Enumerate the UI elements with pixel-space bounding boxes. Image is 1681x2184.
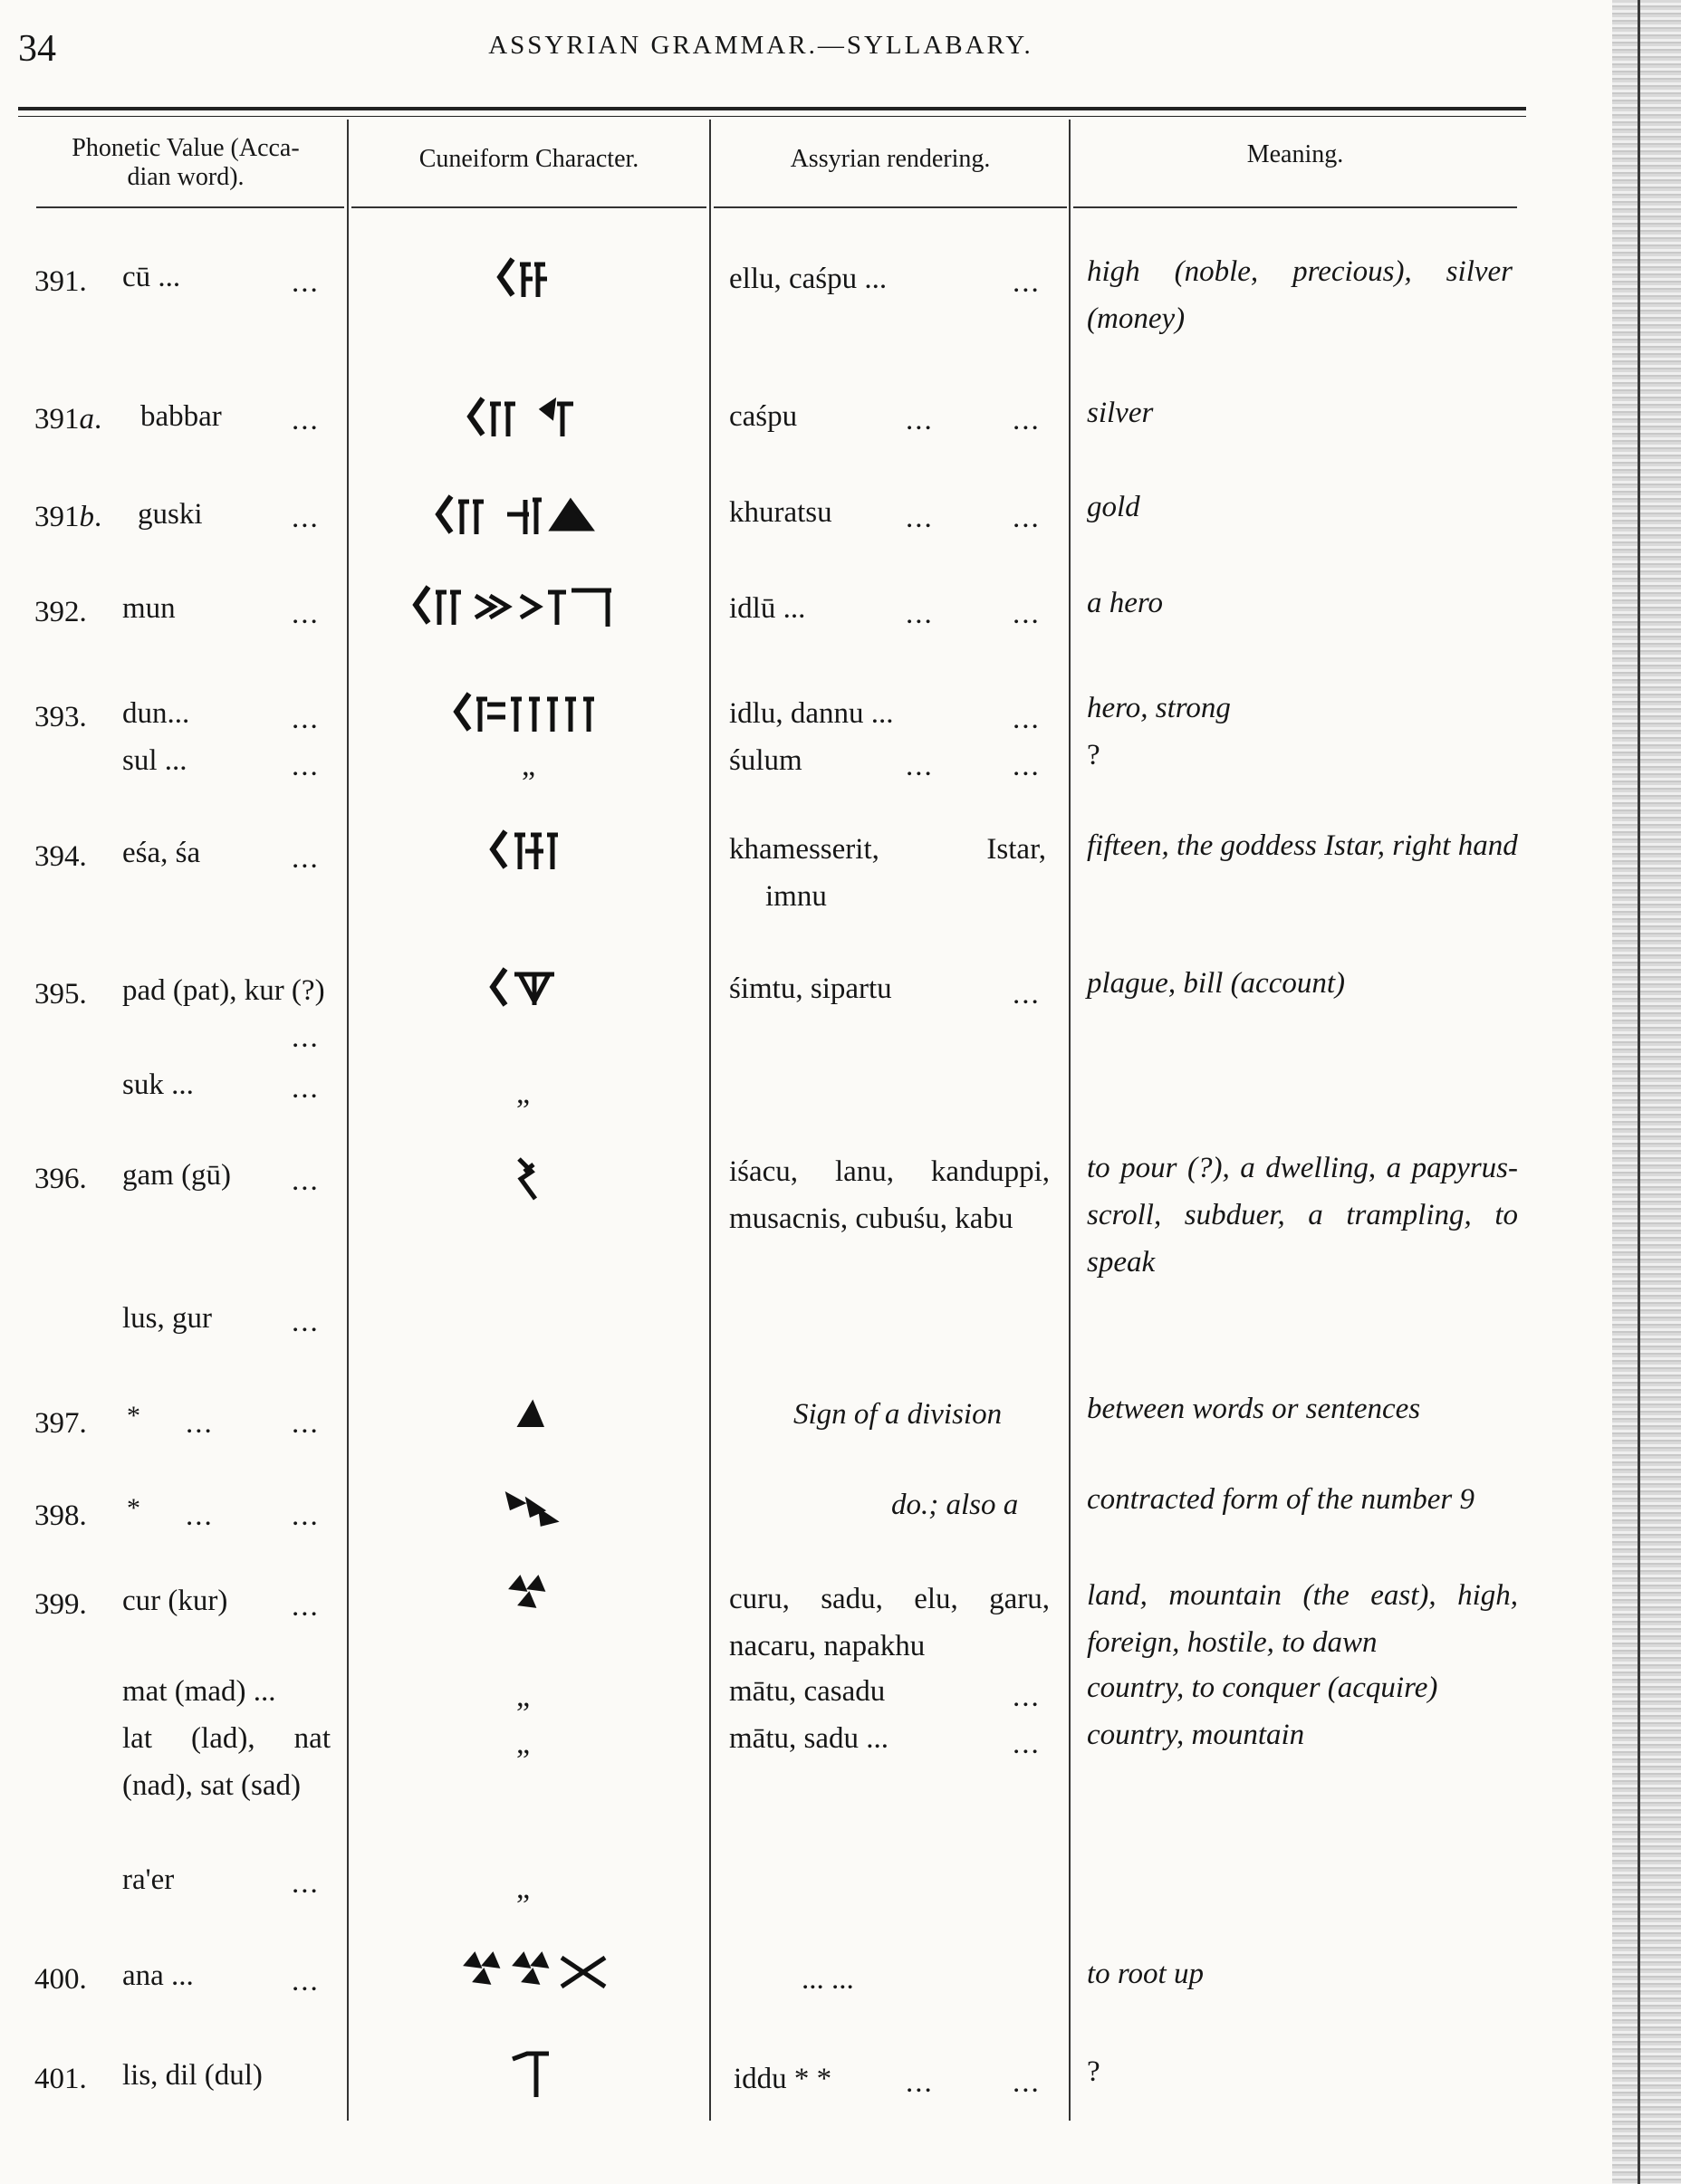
header-rule-thin xyxy=(18,116,1526,117)
entry-number: 398. xyxy=(34,1499,87,1532)
cuneiform-sign-icon xyxy=(514,1398,547,1434)
ditto-mark: „ xyxy=(516,1727,531,1760)
leader-dots: ... xyxy=(292,1407,320,1440)
meaning-text: plague, bill (account) xyxy=(1087,967,1346,1000)
column-header-phonetic: Phonetic Value (Acca- dian word). xyxy=(72,134,300,191)
phonetic-value: guski xyxy=(138,498,203,531)
meaning-text: hero, strong xyxy=(1087,692,1231,724)
leader-dots: ... xyxy=(1013,404,1041,436)
phonetic-value: cur (kur) xyxy=(122,1585,228,1617)
entry-number: 391a. xyxy=(34,403,102,436)
assyrian-rendering: iddu * * xyxy=(734,2063,832,2095)
entry-number: 401. xyxy=(34,2063,87,2095)
leader-dots: ... xyxy=(1013,266,1041,299)
column-header-assyrian: Assyrian rendering. xyxy=(790,145,991,173)
assyrian-rendering: caśpu xyxy=(729,400,798,433)
column-rule-phonetic xyxy=(36,206,344,208)
leader-dots: ... xyxy=(1013,598,1041,630)
assyrian-rendering: idlū ... xyxy=(729,592,806,625)
leader-dots: ... xyxy=(292,1306,320,1338)
column-rule-meaning xyxy=(1073,206,1517,208)
entry-number: 399. xyxy=(34,1588,87,1621)
ditto-mark: „ xyxy=(516,1680,531,1713)
cuneiform-sign-icon xyxy=(453,686,607,741)
phonetic-value: cū ... xyxy=(122,261,181,293)
meaning-text: gold xyxy=(1087,491,1140,523)
assyrian-rendering: mātu, sadu ... xyxy=(729,1722,889,1755)
leader-dots: ... xyxy=(1013,502,1041,534)
column-header-cuneiform: Cuneiform Character. xyxy=(418,145,639,173)
leader-dots: ... xyxy=(292,750,320,782)
phonetic-value: ra'er xyxy=(122,1863,175,1896)
assyrian-rendering: mātu, casadu xyxy=(729,1675,886,1708)
meaning-text: contracted form of the number 9 xyxy=(1087,1483,1475,1516)
meaning-text: ? xyxy=(1087,2055,1100,2088)
ditto-mark: „ xyxy=(516,1872,531,1905)
leader-dots: ... xyxy=(292,1590,320,1623)
cuneiform-sign-icon xyxy=(504,1485,562,1530)
phonetic-value: pad (pat), kur (?) xyxy=(122,974,325,1007)
entry-number: 392. xyxy=(34,596,87,628)
cuneiform-sign-icon xyxy=(496,252,560,306)
phonetic-value: gam (gū) xyxy=(122,1159,232,1192)
meaning-text: country, mountain xyxy=(1087,1719,1305,1751)
cuneiform-sign-icon xyxy=(435,489,625,543)
leader-dots: ... xyxy=(1013,703,1041,735)
entry-number: 395. xyxy=(34,978,87,1011)
leader-dots: ... xyxy=(186,1499,214,1532)
cuneiform-sign-icon xyxy=(460,1947,614,1997)
phonetic-value: lus, gur xyxy=(122,1302,212,1335)
phonetic-value: sul ... xyxy=(122,744,187,777)
page-edge-scan xyxy=(1612,0,1681,2184)
leader-dots: ... xyxy=(292,502,320,534)
phonetic-value: ana ... xyxy=(122,1959,194,1992)
assyrian-rendering: ellu, caśpu ... xyxy=(729,263,888,295)
leader-dots: ... xyxy=(292,1164,320,1197)
assyrian-rendering: śimtu, sipartu xyxy=(729,972,892,1005)
meaning-text: silver xyxy=(1087,397,1154,429)
meaning-text: to pour (?), a dwelling, a papyrus-scroll, subduer, a trampling, to speak xyxy=(1087,1152,1518,1279)
phonetic-value: * xyxy=(127,1401,140,1431)
column-rule-cuneiform xyxy=(351,206,706,208)
leader-dots: ... xyxy=(906,598,934,630)
meaning-text: land, mountain (the east), high, foreign, hostile, to dawn xyxy=(1087,1579,1518,1659)
header-rule-thick xyxy=(18,107,1526,110)
leader-dots: ... xyxy=(906,2066,934,2099)
entry-number: 391b. xyxy=(34,501,102,533)
leader-dots: ... xyxy=(292,1499,320,1532)
assyrian-rendering: Sign of a division xyxy=(793,1398,1003,1431)
leader-dots: ... xyxy=(292,1072,320,1105)
leader-dots: ... xyxy=(292,1867,320,1900)
assyrian-rendering: idlu, dannu ... xyxy=(729,697,894,730)
leader-dots: ... xyxy=(292,598,320,630)
leader-dots: ... xyxy=(292,703,320,735)
assyrian-rendering: śulum xyxy=(729,744,802,777)
cuneiform-sign-icon xyxy=(466,391,602,445)
cuneiform-sign-icon xyxy=(512,1152,548,1206)
phonetic-value: lis, dil (dul) xyxy=(122,2059,263,2092)
column-divider-1 xyxy=(347,120,349,2121)
leader-dots: ... xyxy=(906,750,934,782)
leader-dots: ... xyxy=(1013,750,1041,782)
column-divider-2 xyxy=(709,120,711,2121)
entry-number: 397. xyxy=(34,1407,87,1440)
phonetic-value: lat (lad), nat (nad), sat (sad) xyxy=(122,1722,331,1802)
ditto-mark: „ xyxy=(516,1077,531,1110)
assyrian-rendering: khamesserit, Istar, xyxy=(729,833,1046,866)
assyrian-rendering: iśacu, lanu, kanduppi, musacnis, cubuśu, kabu xyxy=(729,1155,1050,1235)
leader-dots: ... xyxy=(1013,978,1041,1011)
phonetic-value: suk ... xyxy=(122,1068,194,1101)
leader-dots: ... xyxy=(292,404,320,436)
column-header-meaning: Meaning. xyxy=(1246,140,1344,168)
phonetic-value: babbar xyxy=(140,400,222,433)
leader-dots: ... xyxy=(186,1407,214,1440)
leader-dots: ... xyxy=(1013,2066,1041,2099)
cuneiform-sign-icon xyxy=(489,824,571,880)
leader-dots: ... xyxy=(1013,1681,1041,1713)
cuneiform-sign-icon xyxy=(507,1572,558,1617)
leader-dots: ... xyxy=(292,842,320,875)
phonetic-value: mat (mad) ... xyxy=(122,1675,276,1708)
entry-number: 400. xyxy=(34,1963,87,1996)
meaning-text: to root up xyxy=(1087,1958,1204,1990)
column-divider-3 xyxy=(1069,120,1071,2121)
assyrian-rendering: khuratsu xyxy=(729,496,832,529)
running-title: ASSYRIAN GRAMMAR.—SYLLABARY. xyxy=(488,31,1033,60)
meaning-text: high (noble, precious), silver (money) xyxy=(1087,255,1513,335)
book-gutter-line xyxy=(1638,0,1640,2184)
phonetic-value: eśa, śa xyxy=(122,837,201,869)
leader-dots: ... xyxy=(292,1965,320,1997)
entry-number: 393. xyxy=(34,701,87,733)
assyrian-rendering: curu, sadu, elu, garu, nacaru, napakhu xyxy=(729,1583,1050,1662)
phonetic-value: * xyxy=(127,1493,140,1523)
leader-dots: ... xyxy=(906,502,934,534)
page-number: 34 xyxy=(18,28,56,70)
meaning-text: ? xyxy=(1087,739,1100,771)
phonetic-value: mun xyxy=(122,592,176,625)
meaning-text: fifteen, the goddess Istar, right hand xyxy=(1087,829,1518,862)
leader-dots: ... xyxy=(1013,1728,1041,1760)
leader-dots: ... xyxy=(292,1021,320,1054)
cuneiform-sign-icon xyxy=(489,962,571,1018)
leader-dots: ... xyxy=(906,404,934,436)
assyrian-rendering: ... ... xyxy=(802,1963,854,1996)
assyrian-rendering-cont: imnu xyxy=(765,880,827,913)
meaning-text: between words or sentences xyxy=(1087,1393,1421,1425)
leader-dots: ... xyxy=(292,266,320,299)
entry-number: 391. xyxy=(34,265,87,298)
cuneiform-sign-icon xyxy=(509,2048,554,2103)
cuneiform-sign-icon xyxy=(412,580,639,636)
column-rule-assyrian xyxy=(714,206,1067,208)
phonetic-value: dun... xyxy=(122,697,190,730)
entry-number: 396. xyxy=(34,1163,87,1195)
entry-number: 394. xyxy=(34,840,87,873)
meaning-text: country, to conquer (acquire) xyxy=(1087,1672,1438,1704)
assyrian-rendering: do.; also a xyxy=(891,1489,1019,1521)
ditto-mark: „ xyxy=(522,749,536,782)
meaning-text: a hero xyxy=(1087,587,1164,619)
